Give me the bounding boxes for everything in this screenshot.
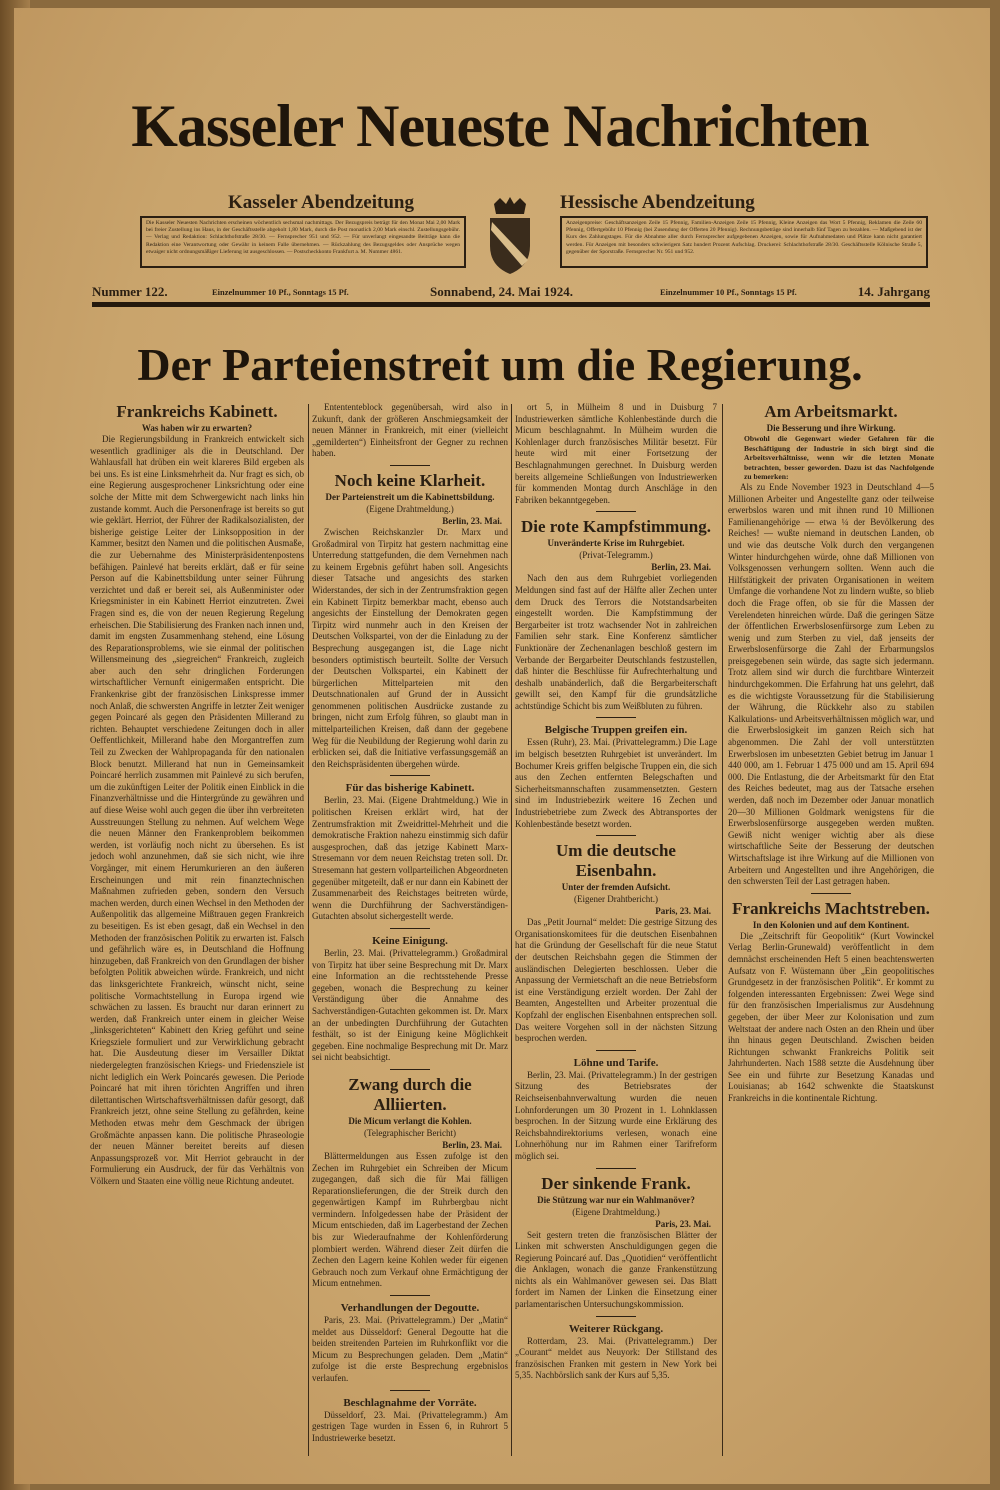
article-section xyxy=(312,1385,508,1445)
article-body: Blättermeldungen aus Essen zufolge ist den Zechen im Ruhrgebiet ein Schreiben der Micum zugegangen, daß sich die für Mai fälligen Reparationslieferungen, die der Streik durch den gegenwärtigen Kampf im Ruhrbergbau nicht vermindern. Infolgedessen habe der Präsident der Micum entschieden, daß im Lagerbestand der Zechen bis zur Wiederaufnahme der Kohlenförderung plombiert werden. Während dieser Zeit dürfen die Zechen den Lagern keine Kohlen weder für eigenen Gebrauch noch zum Verkauf ohne Ermächtigung der Micum entnehmen. xyxy=(312,1150,508,1289)
article-heading: Weiterer Rückgang. xyxy=(568,1322,664,1335)
issue-price-right: Einzelnummer 10 Pf., Sonntags 15 Pf. xyxy=(660,287,797,297)
article-heading: Verhandlungen der Degoutte. xyxy=(340,1302,480,1315)
article-heading: Um die deutsche Eisenbahn. xyxy=(556,841,676,881)
article-heading: Keine Einigung. xyxy=(372,934,448,947)
masthead-title: Kasseler Neueste Nachrichten xyxy=(131,93,869,159)
article-heading: Frankreichs Machtstreben. xyxy=(732,898,930,918)
article-section xyxy=(515,830,717,1045)
article-heading: Frankreichs Kabinett. xyxy=(116,402,278,421)
article-section xyxy=(312,1064,508,1290)
article-body: Berlin, 23. Mai. (Privattelegramm.) Großadmiral von Tirpitz hat über seine Besprechung mit Dr. Marx eine Information an die rechtsstehende Presse gegeben, wonach die Besprechung zu keiner Verständigung über die Annahme des Sachverständigen-Gutachten gekommen ist. Dr. Marx an der unbedingten Durchführung der Gutachten festhält, so ist der Einigung keine Möglichkeit gegeben. Eine nochmalige Besprechung mit Dr. Marz sei nicht beabsichtigt. xyxy=(312,947,508,1063)
article-subheading: Der Parteienstreit um die Kabinettsbildung. xyxy=(325,491,495,502)
section-divider xyxy=(596,835,636,836)
article-dateline: Berlin, 23. Mai. xyxy=(442,1139,502,1150)
article-section xyxy=(312,770,508,923)
article-section xyxy=(515,1163,717,1311)
section-divider xyxy=(390,465,430,466)
article-section xyxy=(312,923,508,1064)
article-section xyxy=(515,1311,717,1382)
section-divider xyxy=(390,1069,430,1070)
article-heading: Beschlagnahme der Vorräte. xyxy=(343,1396,477,1409)
article-intro: Obwohl die Gegenwart wieder Gefahren für die Beschäftigung der Industrie in sich birgt sind die Arbeitsverhältnisse, wenn wir die letzten Monate betrachten, besser geworden. Dazu ist das Nachfolgende zu bemerken: xyxy=(744,434,934,482)
section-divider xyxy=(596,1050,636,1051)
article-section xyxy=(312,402,508,460)
article-section xyxy=(728,402,934,888)
article-body: Die Regierungsbildung in Frankreich entwickelt sich wesentlich gradliniger als die in Deutschland. Der Wahlausfall hat drüben ein weit klareres Bild ergeben als bei uns. Es ist eine Linksmehrheit da. Nur fragt es sich, ob eine Regierung ausgesprochener Linksrichtung oder eine solche der Mitte mit dem Schwergewicht nach links hin zustande kommt. Auch die Personenfrage ist bereits so gut wie geklärt. Herriot, der Führer der Radikalsozialisten, der bisherige geistige Leiter der Linksopposition in der Kammer, besitzt den Namen und die politischen Ausmaße, die zur Uebernahme des Ministerpräsidentenpostens befähigen. Painlevé hat bereits erklärt, daß er für seine Person auf die Kabinettsbildung unter seiner Führung verzichtet und daß er bereit sei, als Außenminister oder Kriegsminister in ein Kabinett Herriot einzutreten. Zwei Fragen sind es, die von der neuen Regierung Regelung erheischen. Die Stabilisierung des Franken nach innen und, damit im engsten Zusammenhang stehend, eine Lösung des Reparationsproblems, wie sie einmal der politischen Willensmeinung des „siegreichen“ Frankreich, zugleich aber auch den sehr dringlichen Forderungen wirtschaftlicher Vernunft einigermaßen entspricht. Die Frankenkrise gibt der französischen Linkspresse immer noch Anlaß, die schwersten Angriffe in letzter Zeit weniger gegen Poincaré als gegen den Präsidenten Millerand zu richten. Behauptet verschiedene Zeitungen doch in aller Oeffentlichkeit, Millerand habe den Morgantreffen zum Teil zu Zwecken der Wahlpropaganda für den nationalen Block benutzt. Millerand hat nun in Gemeinsamkeit Poincaré herrlich zusammen mit Painlevé zu sich berufen, um die zukünftigen Leiter der Politik einen Einblick in die Finanzverhältnisse und die Hintergründe zu gewähren und auf diese Weise wohl auch gegen die über ihn verbreiteten Ausstreuungen Stellung zu nehmen. Auf welchem Wege die neuen Männer den Frankenproblem beikommen werden, ist vorläufig noch nicht zu übersehen. Es ist jedoch wohl anzunehmen, daß sie sich nicht, wie ihre Vorgänger, mit einem Herumkurieren an den äußeren Erscheinungen und mit rein finanztechnischen Maßnahmen zufrieden geben, sondern den Versuch machen werden, durch einen Wechsel in den Methoden der Außenpolitik das allgemeine Mißtrauen gegen Frankreich zu beseitigen. Es ist eben gesagt, daß ein Wechsel in den Methoden der französischen Politik zu erwarten ist. Falsch und gefährlich wäre es, in Deutschland die Hoffnung hinzugeben, daß Frankreich von den Grundlagen der bisher befolgten Politik abweichen würde. Frankreich, und nicht das linksgerichtete Frankreich, wünscht nicht, seine politische Vormachtstellung in Europa irgend wie schwächen zu lassen. Es braucht nur daran erinnert zu werden, daß Frankreich unter einem in gleicher Weise „linksgerichteten“ Kabinett den Krieg geführt und seine Kriegsziele formuliert und zur Verwirklichung gebracht hat. Die Ausdeutung dieser im Versailler Diktat niedergelegten französischen Kriegs- und Friedensziele ist nicht lediglich ein Werk Poincarés gewesen. Die Periode Poincaré hat mit ihren törichten Angriffen und ihren dilettantischen Wirtschaftsverhältnissen dafür gesorgt, daß Frankreich jetzt, ohne seine Stellung zu gefährden, keine Methoden etwas mehr dem Geschmack der übrigen Großmächte anpassen kann. Die politische Phraseologie der neuen Männer bereitet bereits auf diesen Anpassungsprozeß vor. Mit Herriot gebraucht in der Formulierung ein Ausdruck, der für das Verhältnis von Völkern und Staaten eine völlig neue Richtung andeutet. xyxy=(90,434,304,1186)
article-heading: Am Arbeitsmarkt. xyxy=(764,402,898,421)
column-divider xyxy=(511,404,512,1456)
column-2 xyxy=(312,402,508,1444)
article-section xyxy=(312,460,508,770)
issue-date: Sonnabend, 24. Mai 1924. xyxy=(430,284,574,299)
article-body: ort 5, in Mülheim 8 und in Duisburg 7 Industriewerken sämtliche Kohlenbestände durch die Micum beschlagnahmt. In Mülheim wurden die Kohlenlager durch französisches Militär besetzt. Für heute wird mit einer Fortsetzung der Beschlagnahmungen gerechnet. In Duisburg werden bereits allgemeine Schließungen von Industriewerken für kommenden Montag durch Anschläge in den Fabriken bekanntgegeben. xyxy=(515,402,717,505)
article-body: Düsseldorf, 23. Mai. (Privattelegramm.) Am gestrigen Tage wurden in Essen 6, in Ruhrort 5 Industriewerke besetzt. xyxy=(312,1409,508,1443)
section-divider xyxy=(596,511,636,512)
article-body: Seit gestern treten die französischen Blätter der Linken mit schwersten Anschuldigungen gegen die Regierung Poincaré auf. Das „Quotidien“ veröffentlicht die Anklagen, wonach die ganze Frankenstützung nichts als ein Wahlmanöver gewesen sei. Das Blatt fordert im Namen der Linken die Einsetzung einer parlamentarischen Untersuchungskommission. xyxy=(515,1229,717,1310)
section-divider xyxy=(390,1390,430,1391)
section-divider xyxy=(811,893,851,894)
section-divider xyxy=(390,775,430,776)
article-source: (Eigener Drahtbericht.) xyxy=(574,894,658,905)
article-body: Nach den aus dem Ruhrgebiet vorliegenden Meldungen sind fast auf der Hälfte aller Zechen unter dem Druck des Terrors die Notstandsarbeiten eingestellt worden. Die Kampfstimmung der Bergarbeiter ist trotz wachsender Not in zahlreichen Familien sehr stark. Eine Konferenz sämtlicher Funktionäre der Zechenanlagen beschloß gestern im Verbande der Bergarbeiter Deutschlands festzustellen, daß hinter die Beschlüsse für Aufrechterhaltung und deshalb unabänderlich, daß die Bergarbeiterschaft gewillt sei, den Kampf für die grundsätzliche achtstündige Schicht bis zum Weißbluten zu führen. xyxy=(515,573,717,711)
article-subheading: Die Micum verlangt die Kohlen. xyxy=(348,1115,472,1126)
article-section xyxy=(90,402,304,1188)
article-section xyxy=(515,1045,717,1163)
issue-volume: 14. Jahrgang xyxy=(857,284,930,299)
issue-info-bar xyxy=(92,284,930,300)
article-heading: Für das bisherige Kabinett. xyxy=(345,782,475,795)
article-heading: Noch keine Klarheit. xyxy=(334,470,486,490)
article-heading: Zwang durch die Alliierten. xyxy=(348,1074,472,1114)
article-subheading: Unter der fremden Aufsicht. xyxy=(561,882,671,893)
coat-of-arms-icon xyxy=(482,196,538,276)
article-body: Paris, 23. Mai. (Privattelegramm.) Der „Matin“ meldet aus Düsseldorf: General Degoutte hat die beiden streitenden Parteien im Ruhrkonflikt vor die Micum zu Besprechungen geladen. Dem „Matin“ zufolge ist die erste Besprechung ergebnislos verlaufen. xyxy=(312,1315,508,1383)
article-body: Als zu Ende November 1923 in Deutschland 4—5 Millionen Arbeiter und Angestellte ganz oder teilweise erwerbslos waren und mit ihnen rund 10 Millionen Familienangehörige — etwa ¼ der Bevölkerung des Reiches! — wußte niemand in deutschen Landen, ob und wie das deutsche Volk durch den vergangenen Winter hindurchgehen würde, ohne daß Millionen von Volksgenossen verhungern sollten. Wenn auch die Hilfstätigkeit der privaten Organisationen in weitem Umfange die vorhandene Not zu lindern wußte, so blieb doch die Frage offen, ob sie für die Massen der Verelendeten hinreichen würde. Daß die geringen Sätze der öffentlichen Erwerbslosenfürsorge zum Leben zu wenig und zum Sterben zu viel, daß jenseits der Erwerbslosenfürsorge die Zahl der Erbarmungslos preisgegebenen sein würde, das sagte sich jedermann. Trotz allem sind wir durch die furchtbare Winterzeit hindurchgekommen. Die Erfahrung hat uns gelehrt, daß es die wichtigste Voraussetzung für die Stabilisierung der Währung, die Rückkehr also zu stabilen Kalkulations- und Arbeitsverhältnissen möglich war, und die Erwerbslosigkeit im ganzen Reich sich hat abgenommen. Die Zahl der voll unterstützten Erwerbslosen im unbesetzten Gebiet betrug im Januar 1 440 000, am 1. Februar 1 475 000 und am 15. April 694 000. Die Entlastung, die der Arbeitsmarkt für den Etat des Reiches bedeutet, mag aus der Tatsache ersehen werden, daß noch im Dezember oder Januar monatlich 20—30 Millionen Goldmark wenigstens für die Erwerbslosenfürsorge ausgegeben werden mußten. Gewiß nicht weniger wichtig aber als diese wirtschaftliche Seite der Besserung der deutschen Wirtschaftslage ist ihre Wirkung auf die Millionen von Arbeitern und Angestellten und ihre Angehörigen, die den schwersten Teil der Last getragen haben. xyxy=(728,481,934,887)
article-subheading: Was haben wir zu erwarten? xyxy=(141,423,253,433)
column-divider xyxy=(722,404,723,1456)
article-source: (Eigene Drahtmeldung.) xyxy=(572,1206,660,1217)
section-divider xyxy=(596,717,636,718)
masthead-subtitle-left: Kasseler Abendzeitung xyxy=(228,192,414,213)
article-body: Berlin, 23. Mai. (Eigene Drahtmeldung.) Wie in politischen Kreisen erklärt wird, hat der Zentrumsfraktion mit Zweidrittel-Mehrheit und die demokratische Fraktion nahezu einstimmig sich dafür ausgesprochen, daß das jetzige Kabinett Marx-Stresemann vor dem neuen Reichstag treten soll. Dr. Stresemann hat gestern vollparteilichen Abgeordneten gegenüber mitgeteilt, daß er nur dann ein Kabinett der Zusammenarbeit des Reichstages beitreten würde, wenn die Durchführung der Sachverständigen-Gutachten absolut sichergestellt werde. xyxy=(312,795,508,922)
section-divider xyxy=(390,928,430,929)
article-heading: Die rote Kampfstimmung. xyxy=(521,517,711,537)
main-headline: Der Parteienstreit um die Regierung. xyxy=(137,339,863,390)
section-divider xyxy=(596,1168,636,1169)
article-section xyxy=(515,506,717,712)
article-body: Entententeblock gegenübersah, wird also in Zukunft, dank der größeren Anschmiegsamkeit der neuen Männer in Frankreich, mit einer (vielleicht „gemilderten“) Einheitsfront der Gegner zu rechnen haben. xyxy=(312,402,508,459)
article-subheading: Die Stützung war nur ein Wahlmanöver? xyxy=(537,1194,695,1205)
article-body: Die „Zeitschrift für Geopolitik“ (Kurt Vowinckel Verlag Berlin-Grunewald) veröffentlicht in dem demnächst erscheinenden Heft 5 einen beachtenswerten Aufsatz von F. Wüstemann über „Ein geopolitisches Grundgesetz in der französischen Politik“. Er kommt zu folgenden interessanten Ergebnissen: Zwei Wege sind für den französischen Imperialismus zur Ausdehnung gegeben, der über Meer zur Kolonisation und zum Weltstaat der andere nach Osten an den Rhein und über ihn hinaus gegen Deutschland. Zwischen beiden Richtungen schwankt Frankreichs Politik seit Jahrhunderten. Nach 1588 setzte die Ausdehnung über See ein und führte zur Besetzung Kanadas und Louisianas; ab 1642 schwenkte die Staatskunst Frankreichs in die kontinentale Richtung. xyxy=(728,930,934,1104)
article-section xyxy=(728,888,934,1105)
article-subheading: Unveränderte Krise im Ruhrgebiet. xyxy=(547,538,685,549)
header-divider xyxy=(92,302,930,307)
article-body: Zwischen Reichskanzler Dr. Marx und Großadmiral von Tirpitz hat gestern nachmittag eine Unterredung stattgefunden, die dem Vernehmen nach zu keinem Ergebnis geführt haben soll. Angesichts dieser Tatsache und angesichts des starken Widerstandes, der sich in der Zentrumsfraktion gegen ein Kabinett Tirpitz bemerkbar macht, ebenso auch angesichts der Einstellung der Demokraten gegen Tirpitz wird nunmehr auch in den Kreisen der Deutschen Volkspartei, von der die Einladung zu der Besprechung ausgegangen ist, die Lage nicht besonders optimistisch beurteilt. Sollte der Versuch der Deutschen Volkspartei, ein Kabinett der bürgerlichen Mittelparteien mit den Deutschnationalen auf Grund der in Aussicht genommenen politischen Ausdrücke zustande zu bringen, nicht zum Erfolg führen, so glaubt man in mittelparteilichen Kreisen, daß dann der gegebene Weg für die Neubildung der Regierung wohl darin zu erblicken sei, daß die Initiative verfassungsgemäß an den Reichspräsidenten übergehen würde. xyxy=(312,526,508,769)
article-dateline: Berlin, 23. Mai. xyxy=(651,562,711,573)
section-divider xyxy=(390,1295,430,1296)
column-1 xyxy=(90,402,304,1188)
article-body: Essen (Ruhr), 23. Mai. (Privattelegramm.) Die Lage im belgisch besetzten Ruhrgebiet ist unverändert. Im Bochumer Kreis griffen belgische Truppen ein, die sich aus den Zechen entfernten Belegschaften und Sicherheitsmannschaften zusammensetzten. Gestern sind im Industriebezirk weitere 16 Zechen und Industriebetriebe zum Zweck des Abtransportes der Kohlenbestände besetzt worden. xyxy=(515,737,717,829)
column-divider xyxy=(308,404,309,1456)
issue-price-left: Einzelnummer 10 Pf., Sonntags 15 Pf. xyxy=(212,287,349,297)
issue-number: Nummer 122. xyxy=(92,284,168,299)
article-heading: Der sinkende Frank. xyxy=(541,1173,691,1193)
article-heading: Löhne und Tarife. xyxy=(573,1056,659,1069)
article-source: (Privat-Telegramm.) xyxy=(579,550,653,561)
column-3 xyxy=(515,402,717,1382)
subscription-info-box: Die Kasseler Neuesten Nachrichten erscheinen wöchentlich sechsmal nachmittags. Der Bezugspreis beträgt für den Monat Mai 2,00 Mark bei freier Zustellung ins Haus, in der Geschäftsstelle abgeholt 1,80 Mark, durch die Post monatlich 2,00 Mark einschl. Zustellungsgebühr. — Verlag und Redaktion: Schlachthofstraße 28/30. — Fernsprecher 951 und 952. — Für unverlangt eingesandte Beiträge kann die Redaktion eine Verantwortung oder Gewähr in keinem Falle übernehmen. — Rückzahlung des Bezugsgeldes oder Ansprüche wegen etwaiger nicht ordnungsmäßiger Lieferung ist ausgeschlossen. — Postscheckkonto Frankfurt a. M. Nummer 4861. xyxy=(140,216,466,268)
article-section xyxy=(515,712,717,830)
article-dateline: Paris, 23. Mai. xyxy=(655,906,711,917)
article-dateline: Berlin, 23. Mai. xyxy=(442,515,502,526)
article-subheading: Die Besserung und ihre Wirkung. xyxy=(766,423,896,433)
article-source: (Telegraphischer Bericht) xyxy=(363,1127,457,1138)
column-4 xyxy=(728,402,934,1105)
article-source: (Eigene Drahtmeldung.) xyxy=(366,503,454,514)
section-divider xyxy=(596,1316,636,1317)
article-subheading: In den Kolonien und auf dem Kontinent. xyxy=(752,919,910,930)
article-dateline: Paris, 23. Mai. xyxy=(655,1218,711,1229)
article-body: Rotterdam, 23. Mai. (Privattelegramm.) Der „Courant“ meldet aus Neuyork: Der Stillstand des französischen Franken mit gestern in New York bei 5,35. Nachbörslich sank der Kurs auf 5,35. xyxy=(515,1335,717,1381)
advertising-rates-box: Anzeigenpreise: Geschäftsanzeigen Zeile 15 Pfennig, Familien-Anzeigen Zeile 15 Pfennig, Kleine Anzeigen das Wort 5 Pfennig, Reklamen die Zeile 60 Pfennig, Offertgebühr 10 Pfennig (bei Zusendung der Offerten 20 Pfennig). Rechnungsbeträge sind innerhalb fünf Tagen zu bezahlen. — Maßgebend ist der Kurs des Zahlungstages. Für die Abnahme aller durch Fernsprecher aufgegebenen Anzeigen, sowie für Aufnahmedaten und Plätze kann nicht garantiert werden. Für Anzeigen mit besonders schwierigem Satz hundert Prozent Aufschlag. Druckerei: Schlachthofstraße 28/30. Geschäftsstelle Kölnische Straße 5, gegenüber der Sporstraße. Fernsprecher Nr. 951 und 952. xyxy=(560,216,928,268)
article-section xyxy=(515,402,717,506)
article-heading: Belgische Truppen greifen ein. xyxy=(544,724,688,737)
article-section xyxy=(312,1290,508,1385)
masthead-subtitle-right: Hessische Abendzeitung xyxy=(560,192,755,213)
article-body: Berlin, 23. Mai. (Privattelegramm.) In der gestrigen Sitzung des Betriebsrates der Reichseisenbahnverwaltung wurden die neuen Lohnforderungen um 30 Prozent in 1. Lohnklassen besprochen. In der Sitzung wurde eine Erklärung des Reichsbahndirektoriums verlesen, wonach eine Lohnerhöhung nur im Rahmen einer Tarifreform möglich sei. xyxy=(515,1069,717,1161)
article-body: Das „Petit Journal“ meldet: Die gestrige Sitzung des Organisationskomitees für die deutschen Eisenbahnen hat die Gründung der Gesellschaft für die neue Statut der deutschen Reichsbahn gegen die Stimmen der ausländischen Delegierten beschlossen. Ueber die Anpassung der Vermietschaft an die neue Betriebsform ist eine Verständigung erzielt worden. Der Zahl der Beamten, Angestellten und Arbeiter prozentual die Kopfzahl der englischen Eisenbahnen entsprechen soll. Das weitere Vorgehen soll in der nächsten Sitzung besprochen werden. xyxy=(515,917,717,1044)
